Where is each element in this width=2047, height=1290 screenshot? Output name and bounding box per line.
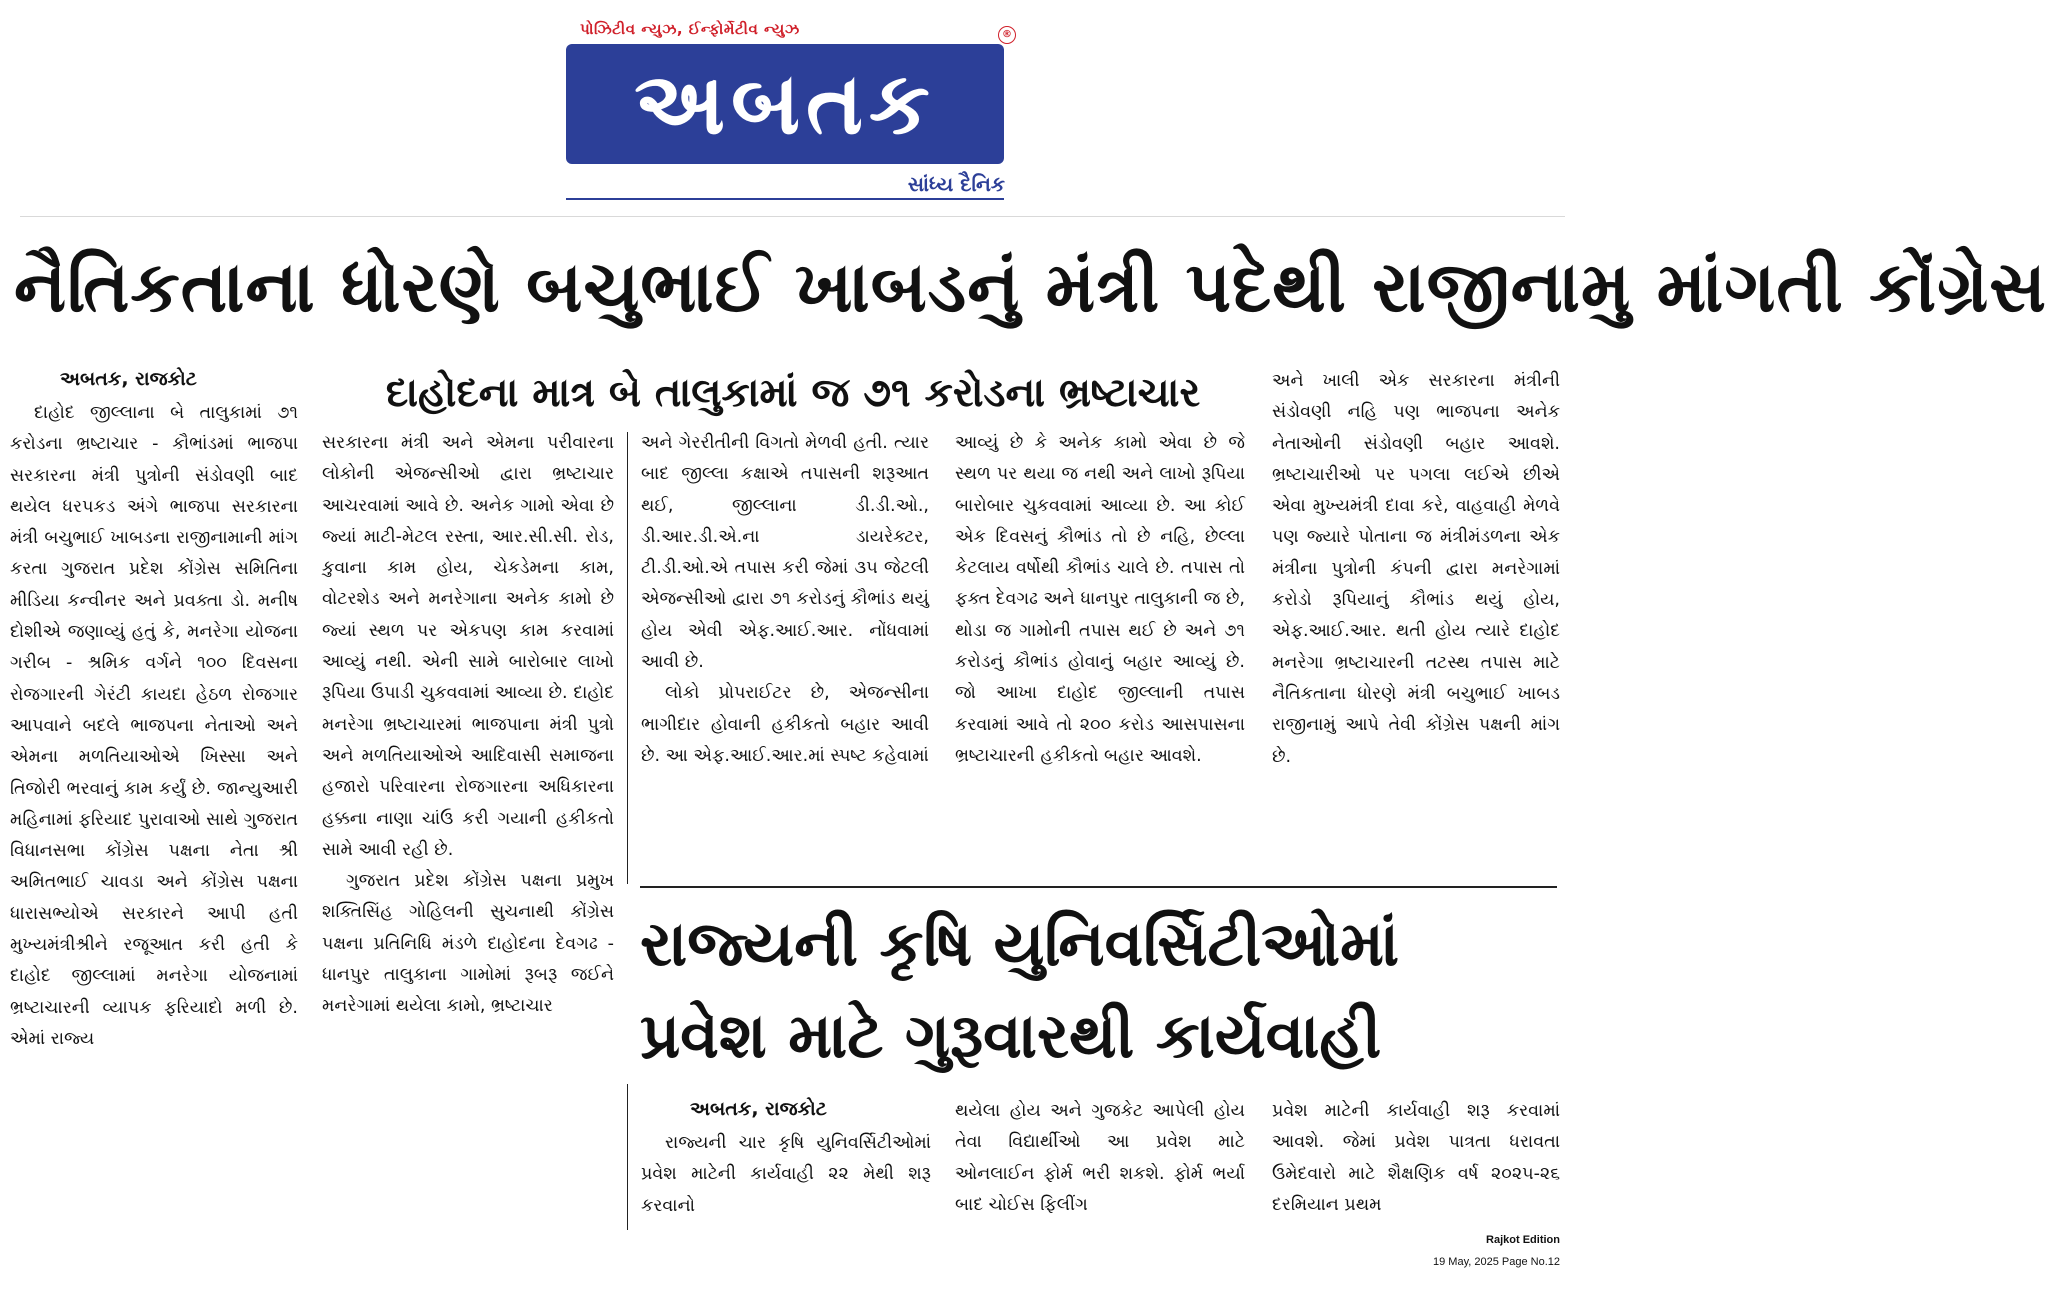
masthead-tagline: પોઝિટીવ ન્યુઝ, ઈન્ફોર્મેટીવ ન્યુઝ <box>580 20 800 38</box>
story1-col3-para-1: અને ગેરરીતીની વિગતો મેળવી હતી. ત્યાર બાદ જીલ્લા કક્ષાએ તપાસની શરૂઆત થઈ, જીલ્લાના ડી.ડી.ઓ., ડી.આર.ડી.એ.ના ડાયરેક્ટર, ટી.ડી.ઓ.એ તપાસ કરી જેમાં ૩૫ જેટલી એજન્સીઓ દ્વારા ૭૧ કરોડનું કૌભાંડ થયું હોય એવી એફ.આઈ.આર. નોંધવામાં આવી છે. <box>641 433 929 673</box>
story1-col4-text: આવ્યું છે કે અનેક કામો એવા છે જે સ્થળ પર થયા જ નથી અને લાખો રૂપિયા બારોબાર ચુકવવામાં આવ્યા છે. આ કોઈ એક દિવસનું કૌભાંડ તો છે નહિ, છેલ્લા કેટલાય વર્ષોથી કૌભાંડ ચાલે છે. તપાસ તો ફક્ત દેવગઢ અને ધાનપુર તાલુકાની જ છે, થોડા જ ગામોની તપાસ થઈ છે અને ૭૧ કરોડનું કૌભાંડ હોવાનું બહાર આવ્યું છે. જો આખા દાહોદ જીલ્લાની તપાસ કરવામાં આવે તો ૨૦૦ કરોડ આસપાસના ભ્રષ્ટાચારની હકીકતો બહાર આવશે. <box>955 433 1245 766</box>
sub-headline: દાહોદના માત્ર બે તાલુકામાં જ ૭૧ કરોડના ભ્રષ્ટાચાર <box>385 370 1201 416</box>
story2-col3-text: પ્રવેશ માટેની કાર્યવાહી શરૂ કરવામાં આવશે. જેમાં પ્રવેશ પાત્રતા ધરાવતા ઉમેદવારો માટે શૈક્ષણિક વર્ષ ૨૦૨૫-૨૬ દરમિયાન પ્રથમ <box>1272 1101 1560 1215</box>
story2-col2-text: થયેલા હોય અને ગુજકેટ આપેલી હોય તેવા વિદ્યાર્થીઓ આ પ્રવેશ માટે ઓનલાઈન ફોર્મ ભરી શકશે. ફોર્મ ભર્યા બાદ ચોઈસ ફિલીંગ <box>955 1101 1245 1215</box>
main-headline: નૈતિકતાના ધોરણે બચુભાઈ ખાબડનું મંત્રી પદેથી રાજીનામુ માંગતી કોંગ્રેસ <box>14 246 2047 328</box>
page-info: 19 May, 2025 Page No.12 <box>1433 1256 1560 1268</box>
story1-col5-text: અને ખાલી એક સરકારના મંત્રીની સંડોવણી નહિ પણ ભાજપના અનેક નેતાઓની સંડોવણી બહાર આવશે. ભ્રષ્ટાચારીઓ પર પગલા લઈએ છીએ એવા મુખ્યમંત્રી દાવા કરે, વાહવાહી મેળવે પણ જ્યારે પોતાના જ મંત્રીમંડળના એક મંત્રીના પુત્રોની કંપની દ્વારા મનરેગામાં કરોડો રૂપિયાનું કૌભાંડ થયું હોય, એફ.આઈ.આર. થતી હોય ત્યારે દાહોદ મનરેગા ભ્રષ્ટાચારની તટસ્થ તપાસ માટે નૈતિકતાના ધોરણે મંત્રી બચુભાઈ ખાબડ રાજીનામું આપે તેવી કોંગ્રેસ પક્ષની માંગ છે. <box>1272 371 1560 767</box>
story2-column-1 <box>641 1128 931 1230</box>
story1-column-5 <box>1272 366 1560 882</box>
newspaper-logo: અબતક <box>566 44 1004 164</box>
story2-headline-line-1: રાજ્યની કૃષિ યુનિવર્સિટીઓમાં <box>640 907 1400 980</box>
story-divider <box>640 886 1557 888</box>
column-rule <box>627 1084 628 1230</box>
registered-mark: ® <box>998 26 1016 44</box>
story1-column-1 <box>10 398 298 1230</box>
story2-column-3 <box>1272 1096 1560 1230</box>
column-rule <box>627 432 628 884</box>
story1-dateline: અબતક, રાજકોટ <box>60 368 197 390</box>
masthead-underline <box>566 198 1004 200</box>
masthead-subtitle: સાંધ્ય દૈનિક <box>907 172 1005 196</box>
story1-column-2 <box>322 428 614 1230</box>
edition-label: Rajkot Edition <box>1486 1234 1560 1246</box>
story2-col1-text: રાજ્યની ચાર કૃષિ યુનિવર્સિટીઓમાં પ્રવેશ માટેની કાર્યવાહી ૨૨ મેથી શરૂ કરવાનો <box>641 1133 931 1216</box>
story2-headline-line-2: પ્રવેશ માટે ગુરૂવારથી કાર્યવાહી <box>640 999 1382 1072</box>
story2-dateline: અબતક, રાજકોટ <box>690 1098 827 1120</box>
story1-col2-para-1: સરકારના મંત્રી અને એમના પરીવારના લોકોની એજન્સીઓ દ્વારા ભ્રષ્ટાચાર આચરવામાં આવે છે. અનેક ગામો એવા છે જ્યાં માટી-મેટલ રસ્તા, આર.સી.સી. રોડ, કુવાના કામ હોય, ચેકડેમના કામ, વોટરશેડ અને મનરેગાના અનેક કામો છે જ્યાં સ્થળ પર એકપણ કામ કરવામાં આવ્યું નથી. એની સામે બારોબાર લાખો રૂપિયા ઉપાડી ચુકવવામાં આવ્યા છે. દાહોદ મનરેગા ભ્રષ્ટાચારમાં ભાજપાના મંત્રી પુત્રો અને મળતિયાઓએ આદિવાસી સમાજના હજારો પરિવારના રોજગારના અધિકારના હક્કના નાણા ચાંઉ કરી ગયાની હકીકતો સામે આવી રહી છે. <box>322 433 614 860</box>
story1-column-3 <box>641 428 929 880</box>
story1-col3-para-2: લોકો પ્રોપરાઈટર છે, એજન્સીના ભાગીદાર હોવાની હકીકતો બહાર આવી છે. આ એફ.આઈ.આર.માં સ્પષ્ટ કહેવામાં <box>641 683 929 766</box>
story1-col2-para-2: ગુજરાત પ્રદેશ કોંગ્રેસ પક્ષના પ્રમુખ શક્તિસિંહ ગોહિલની સુચનાથી કોંગ્રેસ પક્ષના પ્રતિનિધિ મંડળે દાહોદના દેવગઢ - ધાનપુર તાલુકાના ગામોમાં રૂબરૂ જઈને મનરેગામાં થયેલા કામો, ભ્રષ્ટાચાર <box>322 871 614 1017</box>
masthead-divider <box>20 216 1565 217</box>
story2-column-2 <box>955 1096 1245 1230</box>
story1-col1-text: દાહોદ જીલ્લાના બે તાલુકામાં ૭૧ કરોડના ભ્રષ્ટાચાર - કૌભાંડમાં ભાજપા સરકારના મંત્રી પુત્રોની સંડોવણી બાદ થયેલ ધરપકડ અંગે ભાજપા સરકારના મંત્રી બચુભાઈ ખાબડના રાજીનામાની માંગ કરતા ગુજરાત પ્રદેશ કોંગ્રેસ સમિતિના મીડિયા કન્વીનર અને પ્રવક્તા ડો. મનીષ દોશીએ જણાવ્યું હતું કે, મનરેગા યોજના ગરીબ - શ્રમિક વર્ગને ૧૦૦ દિવસના રોજગારની ગેરંટી કાયદા હેઠળ રોજગાર આપવાને બદલે ભાજપના નેતાઓ અને એમના મળતિયાઓએ ખિસ્સા અને તિજોરી ભરવાનું કામ કર્યું છે. જાન્યુઆરી મહિનામાં ફરિયાદ પુરાવાઓ સાથે ગુજરાત વિધાનસભા કોંગ્રેસ પક્ષના નેતા શ્રી અમિતભાઈ ચાવડા અને કોંગ્રેસ પક્ષના ધારાસભ્યોએ સરકારને આપી હતી મુખ્યમંત્રીશ્રીને રજૂઆત કરી હતી કે દાહોદ જીલ્લામાં મનરેગા યોજનામાં ભ્રષ્ટાચારની વ્યાપક ફરિયાદો મળી છે. એમાં રાજ્ય <box>10 403 298 1049</box>
story1-column-4 <box>955 428 1245 880</box>
